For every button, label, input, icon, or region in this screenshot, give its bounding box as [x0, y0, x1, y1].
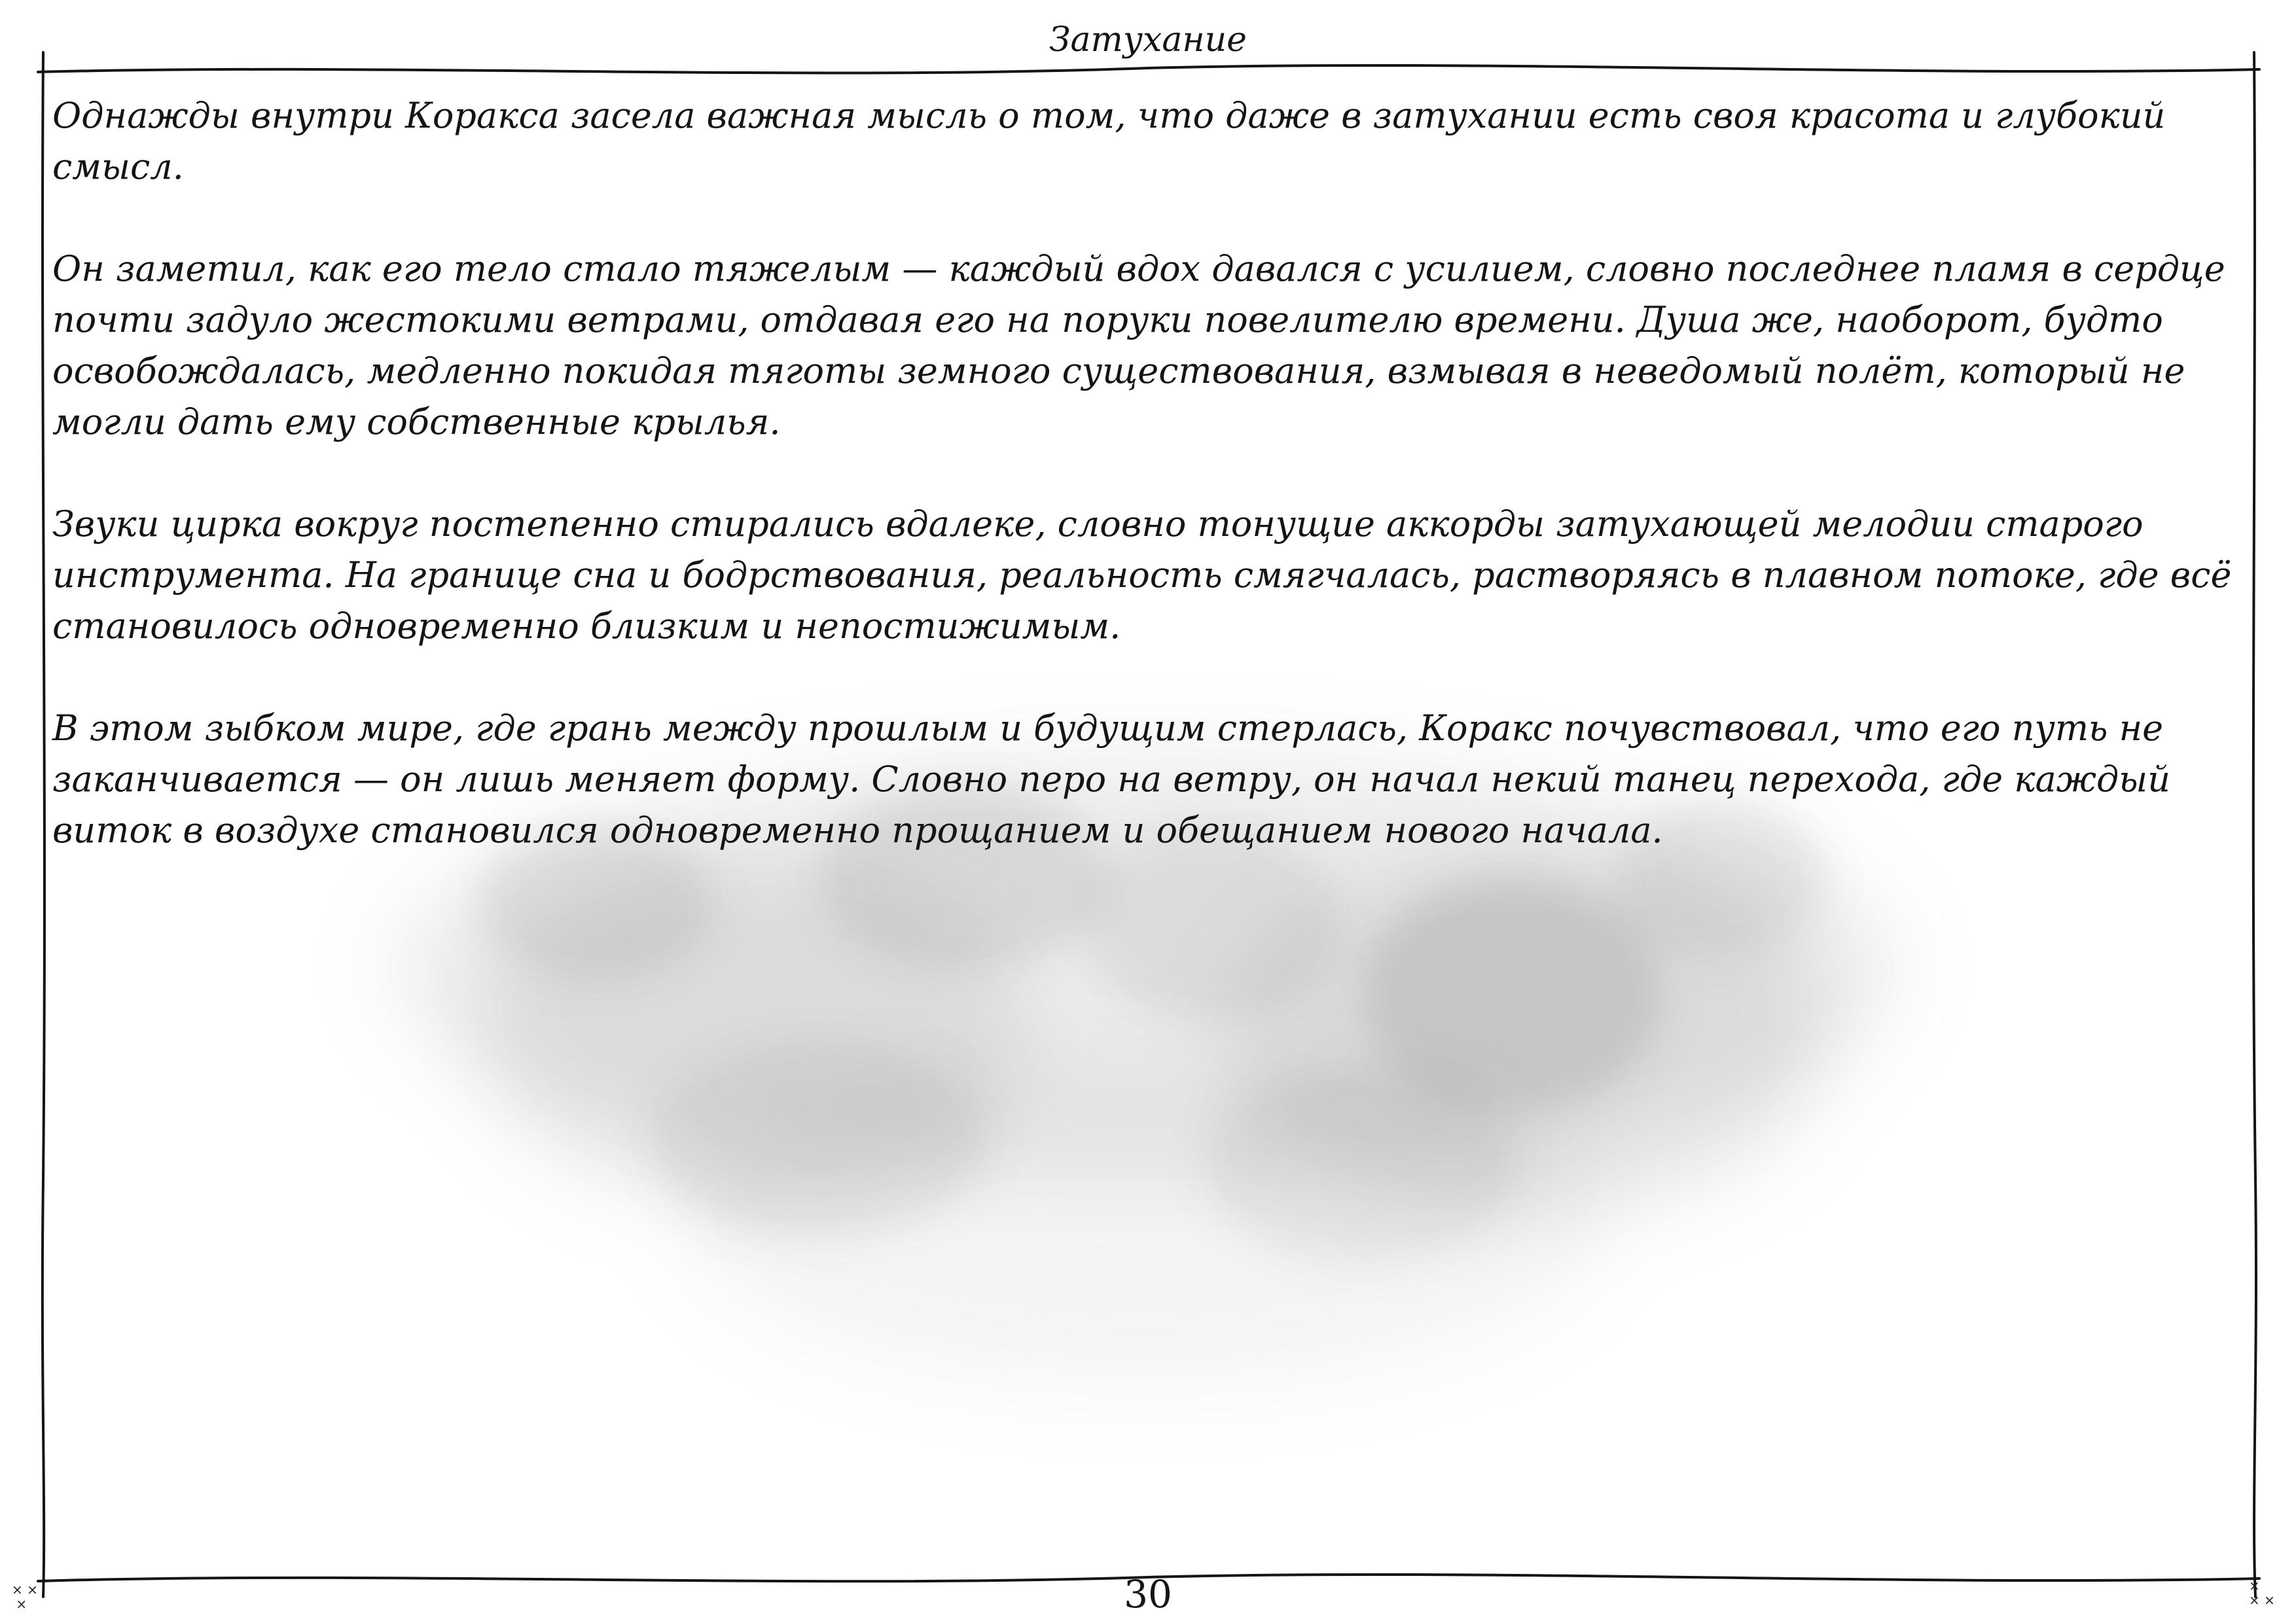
chapter-title: Затухание: [1049, 20, 1247, 60]
paragraph-3: Звуки цирка вокруг постепенно стирались вдалеке, словно тонущие аккорды затухающей мелодии старого инструмента. На границе сна и бодрствования, реальность смягчалась, растворяясь в плавном потоке, где всё становилось одновременно близким и непостижимым.: [52, 503, 2232, 647]
paragraph-2: Он заметил, как его тело стало тяжелым — каждый вдох давался с усилием, словно последнее пламя в сердце почти задуло жестокими ветрами, отдавая его на поруки повелителю времени. Душа же, наоборот, будто освобождалась, медленно покидая тяготы земного существования, взмывая в неведомый полёт, который не могли дать ему собственные крылья.: [52, 248, 2225, 442]
corner-marks-right: × × ×: [2249, 1578, 2275, 1608]
paragraph-1: Однажды внутри Коракса засела важная мысль о том, что даже в затухании есть своя красота и глубокий смысл.: [52, 95, 2166, 187]
chapter-text: [52, 90, 2232, 907]
page-number: 30: [1124, 1572, 1172, 1616]
paragraph-4: В этом зыбком мире, где грань между прошлым и будущим стерлась, Коракс почувствовал, что его путь не заканчивается — он лишь меняет форму. Словно перо на ветру, он начал некий танец перехода, где каждый виток в воздухе становился одновременно прощанием и обещанием нового начала.: [52, 707, 2171, 851]
corner-marks-left: × × ×: [12, 1582, 38, 1612]
